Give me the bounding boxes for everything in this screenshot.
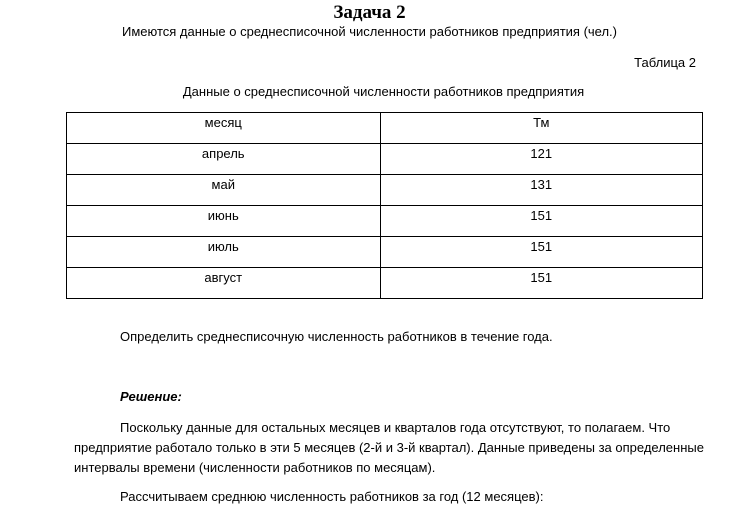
cell-value: 151 (380, 237, 702, 268)
task-title: Задача 2 (333, 2, 406, 23)
cell-month: июль (67, 237, 381, 268)
solution-paragraph: Поскольку данные для остальных месяцев и кварталов года отсутствуют, то полагаем. Что предприятие работало только в эти 5 месяцев (2-й и 3-й квартал). Данные приведены за определенные интервалы времени (численности работников по месяцам). (74, 420, 704, 475)
employees-table (66, 112, 703, 299)
task-intro: Имеются данные о среднесписочной численности работников предприятия (чел.) (121, 24, 617, 39)
table-row (67, 206, 703, 237)
table-row (67, 237, 703, 268)
cell-value: 121 (380, 144, 702, 175)
cell-month: август (67, 268, 381, 299)
table-row (67, 175, 703, 206)
table-row (67, 268, 703, 299)
cell-value: 151 (380, 268, 702, 299)
cell-month: июнь (67, 206, 381, 237)
header-tm: Тм (380, 113, 702, 144)
cell-value: 131 (380, 175, 702, 206)
table-row (67, 144, 703, 175)
calculation-line: Рассчитываем среднюю численность работников за год (12 месяцев): (120, 489, 544, 504)
solution-heading: Решение: (120, 389, 182, 404)
task-statement: Определить среднесписочную численность работников в течение года. (120, 329, 553, 344)
header-month: месяц (67, 113, 381, 144)
table-header-row (67, 113, 703, 144)
table-number-label: Таблица 2 (634, 55, 696, 70)
cell-month: май (67, 175, 381, 206)
cell-month: апрель (67, 144, 381, 175)
table-caption: Данные о среднесписочной численности работников предприятия (182, 84, 585, 99)
cell-value: 151 (380, 206, 702, 237)
